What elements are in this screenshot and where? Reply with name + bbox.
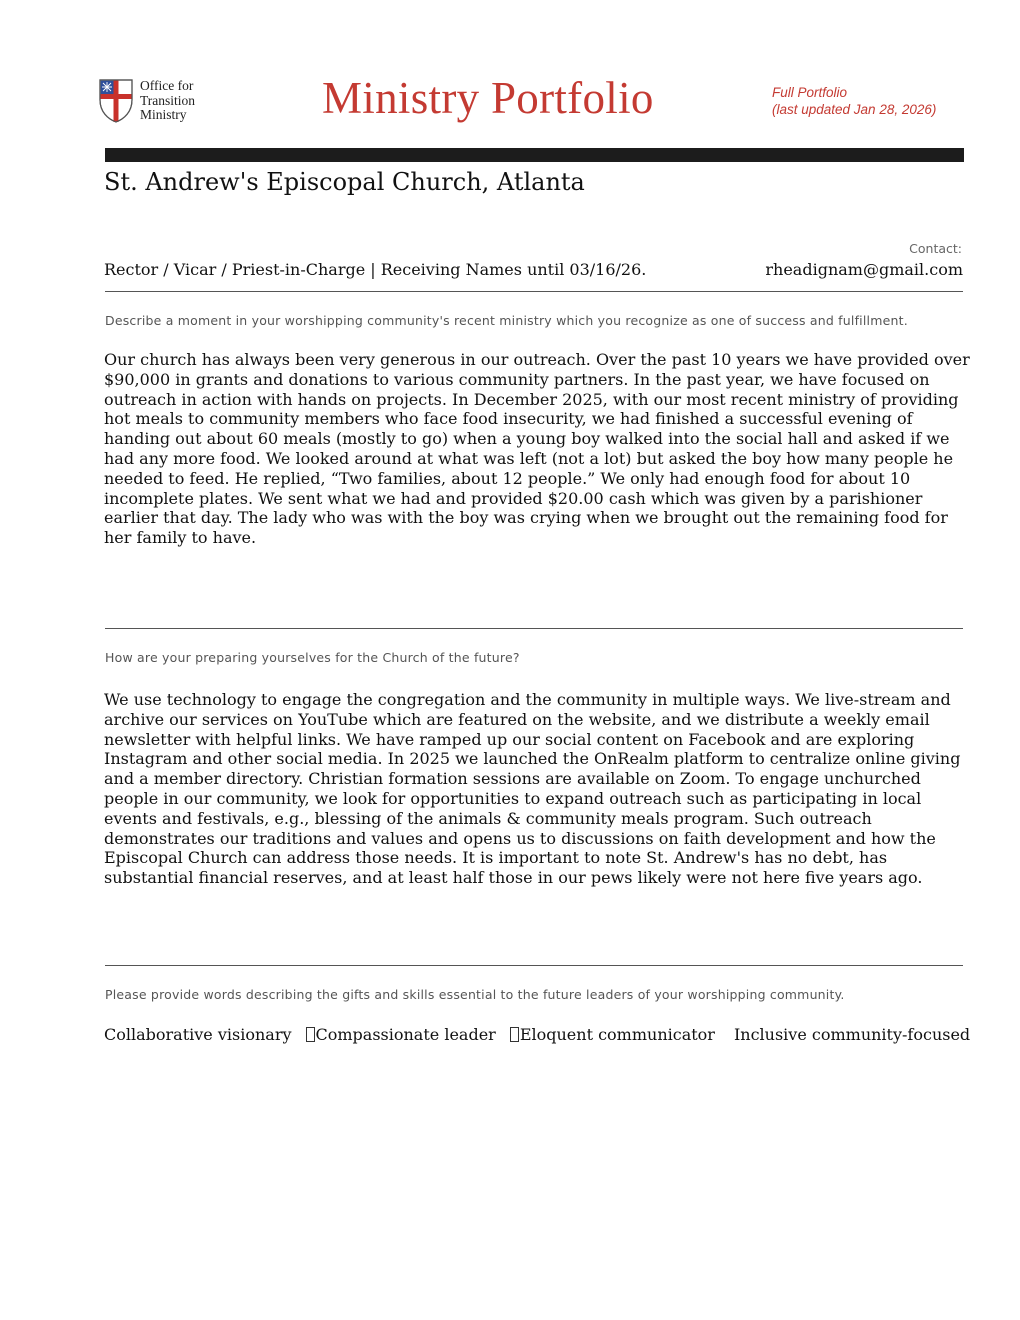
page-title: Ministry Portfolio	[322, 73, 654, 123]
section-divider	[105, 628, 963, 629]
gift-item: Eloquent communicator	[519, 1025, 715, 1044]
office-name	[140, 79, 195, 123]
question-gifts: Please provide words describing the gifts and skills essential to the future leaders of your worshipping community.	[105, 987, 845, 1002]
office-line: Ministry	[140, 107, 187, 122]
contact-label: Contact:	[909, 241, 962, 256]
header-divider-bar	[105, 148, 964, 162]
separator-box-icon	[306, 1027, 315, 1042]
separator-box-icon	[510, 1027, 519, 1042]
position-line: Rector / Vicar / Priest-in-Charge | Receiving Names until 03/16/26.	[104, 260, 647, 279]
answer-future: We use technology to engage the congregation and the community in multiple ways. We live-stream and archive our services on YouTube which are featured on the website, and we distribute a weekly email newsletter with helpful links. We have ramped up our social content on Facebook and are exploring Instagram and other social media. In 2025 we launched the OnRealm platform to centralize online giving and a member directory. Christian formation sessions are available on Zoom. To engage unchurched people in our community, we look for opportunities to expand outreach such as participating in local events and festivals, e.g., blessing of the animals & community meals program. Such outreach demonstrates our traditions and values and opens us to discussions on faith development and how the Episcopal Church can address those needs. It is important to note St. Andrew's has no debt, has substantial financial reserves, and at least half those in our pews likely were not here five years ago.	[104, 690, 961, 888]
section-divider	[105, 291, 963, 292]
section-divider	[105, 965, 963, 966]
portfolio-type: Full Portfolio	[772, 85, 848, 100]
portfolio-status	[772, 84, 936, 118]
answer-success: Our church has always been very generous in our outreach. Over the past 10 years we have provided over $90,000 in grants and donations to various community partners. In the past year, we have focused on outreach in action with hands on projects. In December 2025, with our most recent ministry of providing hot meals to community members who face food insecurity, we had finished a successful evening of handing out about 60 meals (mostly to go) when a young boy walked into the social hall and asked if we had any more food. We looked around at what was left (not a lot) but asked the boy how many people he needed to feed. He replied, “Two families, about 12 people.” We only had enough food for about 10 incomplete plates. We sent what we had and provided $20.00 cash which was given by a parishioner earlier that day. The lady who was with the boy was crying when we brought out the remaining food for her family to have.	[104, 350, 970, 548]
contact-email[interactable]: rheadignam@gmail.com	[765, 260, 963, 279]
question-future: How are your preparing yourselves for the Church of the future?	[105, 650, 520, 665]
last-updated: (last updated Jan 28, 2026)	[772, 102, 937, 117]
gift-item: Compassionate leader	[315, 1025, 496, 1044]
question-success: Describe a moment in your worshipping community's recent ministry which you recognize as one of success and fulfillment.	[105, 313, 908, 328]
church-name: St. Andrew's Episcopal Church, Atlanta	[104, 168, 585, 196]
gift-item: Collaborative visionary	[104, 1025, 292, 1044]
episcopal-shield-logo	[98, 78, 134, 124]
gifts-list	[104, 1025, 974, 1044]
gift-item: Inclusive community-focused	[733, 1025, 971, 1044]
office-line: Transition	[140, 92, 196, 108]
office-line: Office for	[140, 78, 194, 93]
